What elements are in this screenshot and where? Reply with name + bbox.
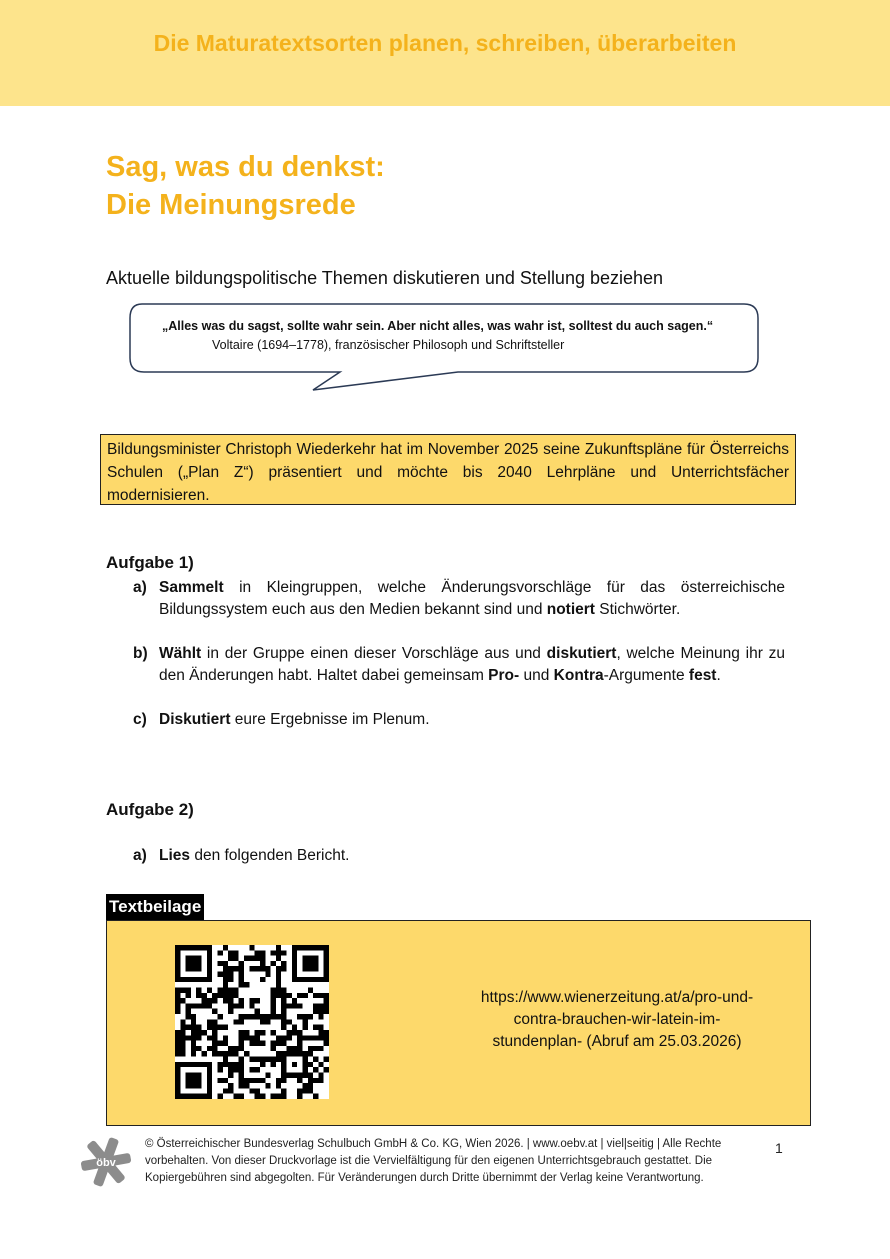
- quote-text: „Alles was du sagst, sollte wahr sein. Aber nicht alles, was wahr ist, solltest du auch sagen.“: [162, 319, 714, 333]
- header-title: Die Maturatextsorten planen, schreiben, überarbeiten: [153, 30, 737, 56]
- header-band: [0, 0, 890, 106]
- footer-line1: © Österreichischer Bundesverlag Schulbuch GmbH & Co. KG, Wien 2026. | www.oebv.at | viel|seitig | Alle Rechte: [145, 1138, 722, 1150]
- page-title: [106, 148, 385, 224]
- task2-a: [133, 845, 785, 867]
- footer-copyright: [145, 1136, 767, 1187]
- article-link[interactable]: [457, 987, 777, 1053]
- task1-heading: Aufgabe 1): [106, 553, 194, 572]
- subtitle: Aktuelle bildungspolitische Themen diskutieren und Stellung beziehen: [106, 268, 664, 288]
- task2-heading: Aufgabe 2): [106, 800, 194, 819]
- quote-author: Voltaire (1694–1778), französischer Philosoph und Schriftsteller: [212, 338, 565, 352]
- page-title-line2: Die Meinungsrede: [106, 189, 356, 221]
- info-box: Bildungsminister Christoph Wiederkehr hat im November 2025 seine Zukunftspläne für Österreichs Schulen („Plan Z“) präsentiert und möchte bis 2040 Lehrpläne und Unterrichtsfächer modernisieren.: [100, 434, 796, 505]
- footer-line2: vorbehalten. Von dieser Druckvorlage ist die Vervielfältigung für den eigenen Unterrichtsgebrauch gestattet. Die: [145, 1155, 713, 1167]
- task2-a-text: Lies den folgenden Bericht.: [159, 847, 350, 864]
- footer-line3: Kopiergebühren sind abgegolten. Für Veränderungen durch Dritte übernimmt der Verlag keine Verantwortung.: [145, 1172, 704, 1184]
- task1-c: [133, 709, 785, 731]
- qr-code-icon[interactable]: [175, 945, 329, 1099]
- task1-a: [133, 577, 785, 621]
- logo-text: öbv: [96, 1157, 116, 1169]
- page-title-line1: Sag, was du denkst:: [106, 151, 385, 183]
- task1-c-label: c): [133, 711, 147, 728]
- oebv-logo-icon: [80, 1136, 132, 1188]
- task1-a-label: a): [133, 579, 147, 596]
- task1-b-label: b): [133, 645, 148, 662]
- textbeilage-label: Textbeilage: [106, 894, 204, 920]
- task1-b-text: Wählt in der Gruppe einen dieser Vorschläge aus und diskutiert, welche Meinung ihr zu den Änderungen habt. Haltet dabei gemeinsam Pro- und Kontra-Argumente fest.: [159, 645, 785, 684]
- task2-a-label: a): [133, 847, 147, 864]
- article-link-line3: stundenplan- (Abruf am 25.03.2026): [492, 1033, 742, 1050]
- page-number: 1: [775, 1140, 783, 1156]
- textbeilage-box: [106, 920, 811, 1126]
- article-link-line2: contra-brauchen-wir-latein-im-: [513, 1011, 721, 1028]
- article-link-line1: https://www.wienerzeitung.at/a/pro-und-: [480, 989, 754, 1006]
- task1-a-text: Sammelt in Kleingruppen, welche Änderungsvorschläge für das österreichische Bildungssystem euch aus den Medien bekannt sind und notiert Stichwörter.: [159, 579, 785, 618]
- task1-c-text: Diskutiert eure Ergebnisse im Plenum.: [159, 711, 430, 728]
- task1-b: [133, 643, 785, 687]
